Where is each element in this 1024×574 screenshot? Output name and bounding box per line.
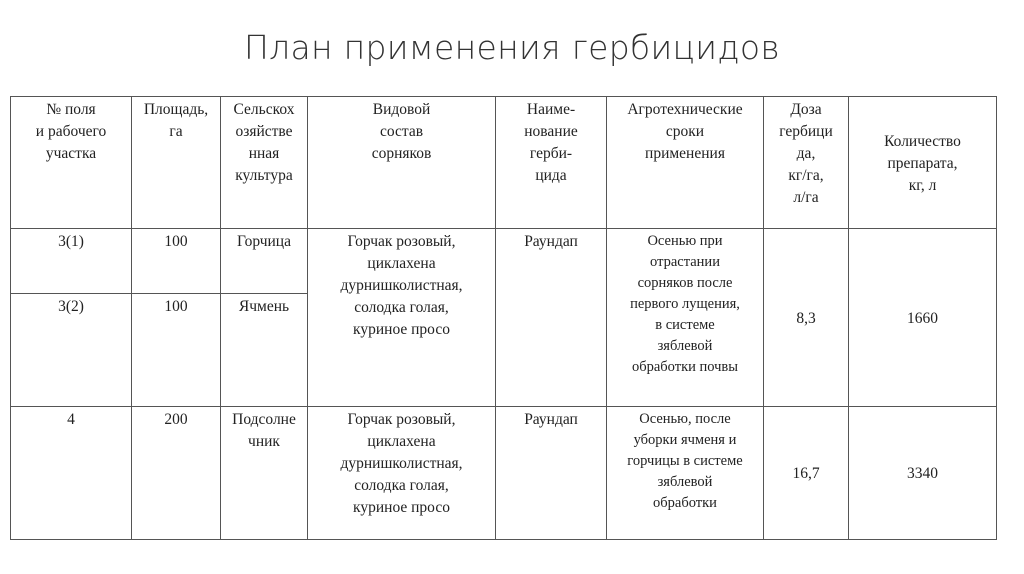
cell-field-number: 3(2) <box>11 294 132 407</box>
cell-weeds: Горчак розовый, циклахена дурнишколистная, солодка голая, куриное просо <box>308 407 496 540</box>
cell-timing: Осенью, после уборки ячменя и горчицы в системе зяблевой обработки <box>607 407 764 540</box>
cell-crop: Горчица <box>221 229 308 294</box>
cell-herbicide: Раундап <box>496 407 607 540</box>
cell-crop: Ячмень <box>221 294 308 407</box>
table-row <box>11 229 997 294</box>
header-weed-composition: Видовой состав сорняков <box>308 97 496 229</box>
cell-weeds: Горчак розовый, циклахена дурнишколистная, солодка голая, куриное просо <box>308 229 496 407</box>
header-row <box>11 97 997 229</box>
header-herbicide-name: Наиме- нование герби- цида <box>496 97 607 229</box>
header-field-number: № поля и рабочего участка <box>11 97 132 229</box>
cell-area: 100 <box>132 229 221 294</box>
page-title: План применения гербицидов <box>243 28 781 67</box>
table-row <box>11 407 997 540</box>
cell-area: 200 <box>132 407 221 540</box>
header-application-timing: Агротехнические сроки применения <box>607 97 764 229</box>
cell-field-number: 3(1) <box>11 229 132 294</box>
cell-herbicide: Раундап <box>496 229 607 407</box>
herbicide-plan-table <box>10 96 997 540</box>
header-area: Площадь, га <box>132 97 221 229</box>
cell-crop: Подсолне чник <box>221 407 308 540</box>
cell-area: 100 <box>132 294 221 407</box>
cell-amount: 1660 <box>849 229 997 407</box>
cell-timing: Осенью при отрастании сорняков после первого лущения, в системе зяблевой обработки почвы <box>607 229 764 407</box>
cell-amount: 3340 <box>849 407 997 540</box>
cell-dose: 16,7 <box>764 407 849 540</box>
cell-dose: 8,3 <box>764 229 849 407</box>
header-dose: Доза гербици да, кг/га, л/га <box>764 97 849 229</box>
header-crop: Сельскох озяйстве нная культура <box>221 97 308 229</box>
cell-field-number: 4 <box>11 407 132 540</box>
header-amount: Количество препарата, кг, л <box>849 97 997 229</box>
